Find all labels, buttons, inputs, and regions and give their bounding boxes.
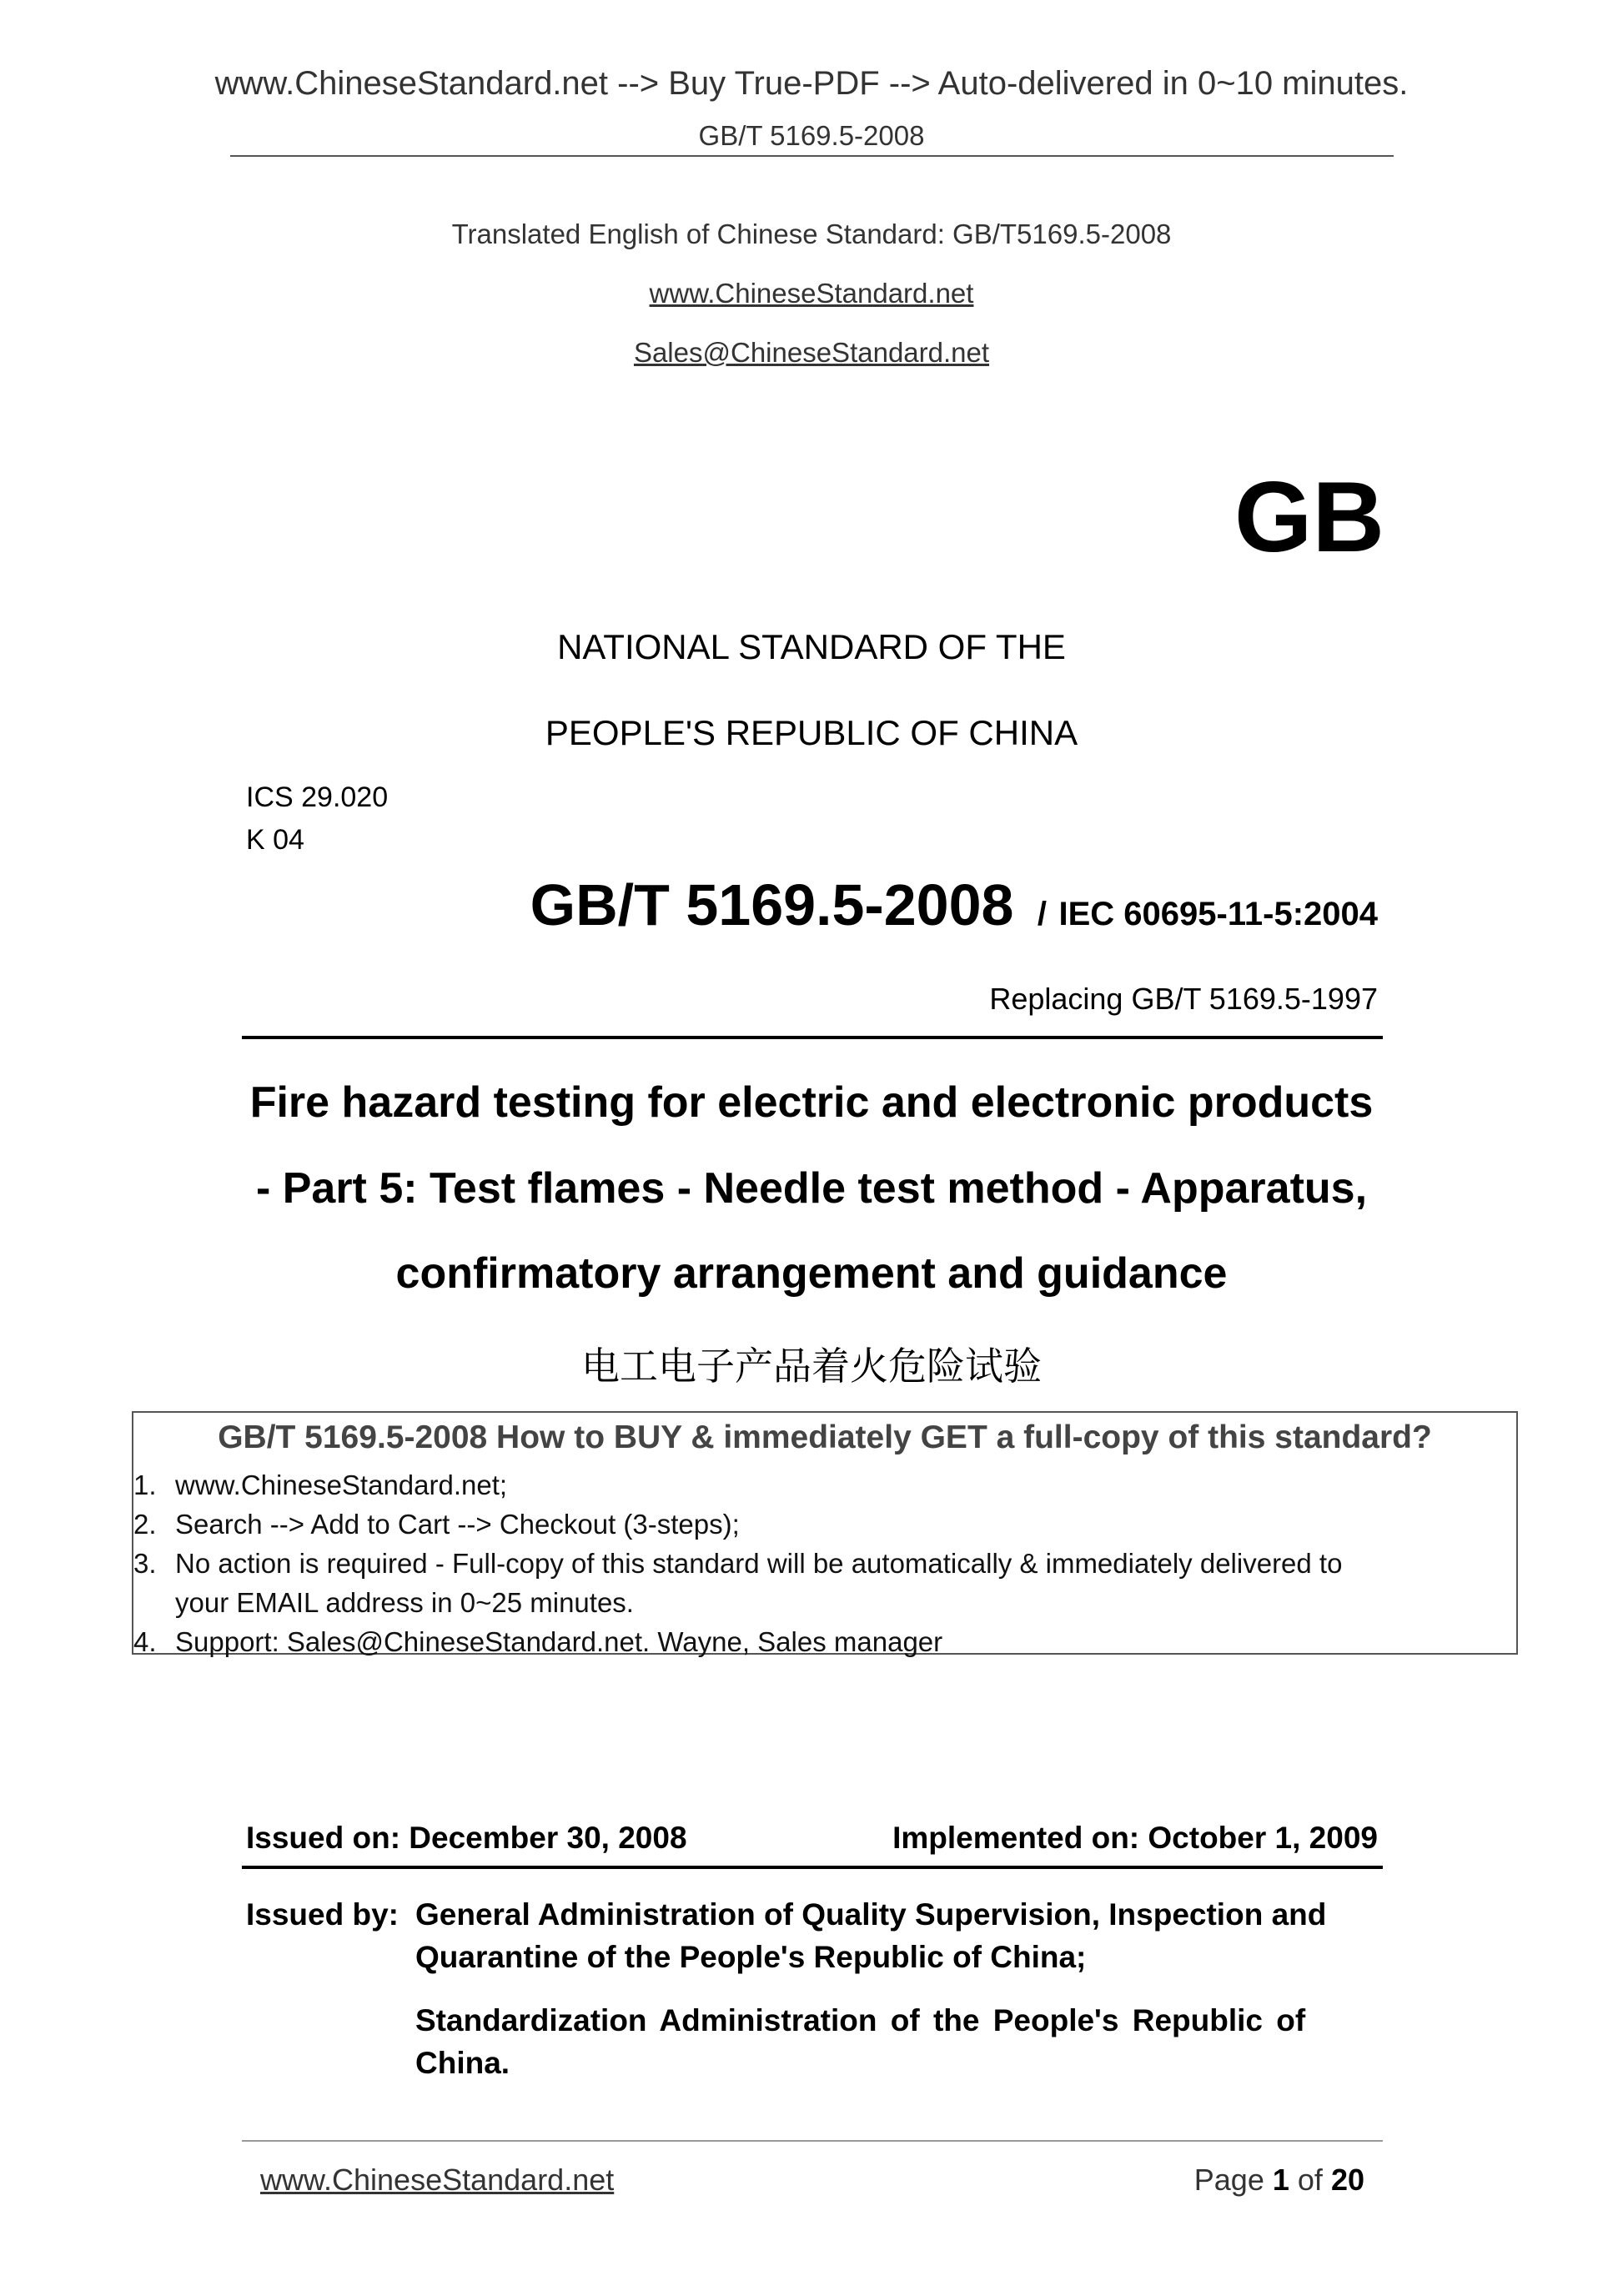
- gb-logo: GB: [1234, 461, 1384, 573]
- title-chinese: 电工电子产品着火危险试验: [581, 1344, 1042, 1389]
- standard-slash: /: [1037, 896, 1048, 932]
- buy-step-3-cont: your EMAIL address in 0~25 minutes.: [175, 1587, 634, 1618]
- footer-website-link[interactable]: www.ChineseStandard.net: [260, 2163, 615, 2197]
- iec-number: IEC 60695-11-5:2004: [1058, 896, 1378, 932]
- dates-rule: [242, 1866, 1383, 1869]
- issued-by-label: Issued by:: [246, 1897, 399, 1932]
- buy-box-heading: GB/T 5169.5-2008 How to BUY & immediately GET a full-copy of this standard?: [218, 1419, 1432, 1455]
- buy-box: [132, 1411, 1518, 1655]
- buy-box-list: [133, 1465, 1342, 1661]
- email-link[interactable]: Sales@ChineseStandard.net: [633, 337, 990, 368]
- standard-number-line: [530, 872, 1378, 937]
- page-indicator: Page 1 of 20: [1193, 2163, 1364, 2197]
- issuer-1-line1: General Administration of Quality Supervision, Inspection and: [415, 1897, 1327, 1932]
- buy-step-2: 2. Search --> Add to Cart --> Checkout (3-steps);: [133, 1509, 740, 1540]
- issuer-1-line2: Quarantine of the People's Republic of China;: [415, 1940, 1087, 1974]
- title-rule: [242, 1036, 1383, 1039]
- replacing: Replacing GB/T 5169.5-1997: [989, 982, 1378, 1016]
- ics-code: ICS 29.020: [246, 781, 389, 813]
- page-number: 1: [1272, 2163, 1289, 2197]
- title-line2: - Part 5: Test flames - Needle test method - Apparatus,: [255, 1164, 1368, 1213]
- translated-line: Translated English of Chinese Standard: GB/T5169.5-2008: [451, 219, 1172, 249]
- header-rule: [230, 155, 1394, 157]
- k-code: K 04: [246, 824, 304, 856]
- standard-number: GB/T 5169.5-2008: [530, 872, 1014, 937]
- website-link[interactable]: www.ChineseStandard.net: [649, 278, 974, 309]
- header-code: GB/T 5169.5-2008: [698, 120, 925, 151]
- issued-date: Issued on: December 30, 2008: [246, 1821, 687, 1855]
- buy-step-4: 4. Support: Sales@ChineseStandard.net. Wayne, Sales manager: [133, 1626, 943, 1657]
- issuer-2-line2: China.: [415, 2046, 510, 2080]
- national-line2: PEOPLE'S REPUBLIC OF CHINA: [545, 713, 1078, 752]
- national-line1: NATIONAL STANDARD OF THE: [557, 627, 1066, 666]
- implemented-date: Implemented on: October 1, 2009: [892, 1821, 1378, 1855]
- buy-step-3: 3. No action is required - Full-copy of this standard will be automatically & immediately delivered to: [133, 1548, 1343, 1579]
- buy-step-1: 1. www.ChineseStandard.net;: [133, 1470, 508, 1500]
- title-line3: confirmatory arrangement and guidance: [395, 1249, 1228, 1298]
- header-banner: www.ChineseStandard.net --> Buy True-PDF --> Auto-delivered in 0~10 minutes.: [214, 65, 1409, 102]
- footer-rule: [242, 2140, 1383, 2142]
- issuer-2-line1: Standardization Administration of the People's Republic of: [415, 2003, 1306, 2037]
- page-total: 20: [1330, 2163, 1364, 2197]
- title-line1: Fire hazard testing for electric and electronic products: [249, 1078, 1374, 1127]
